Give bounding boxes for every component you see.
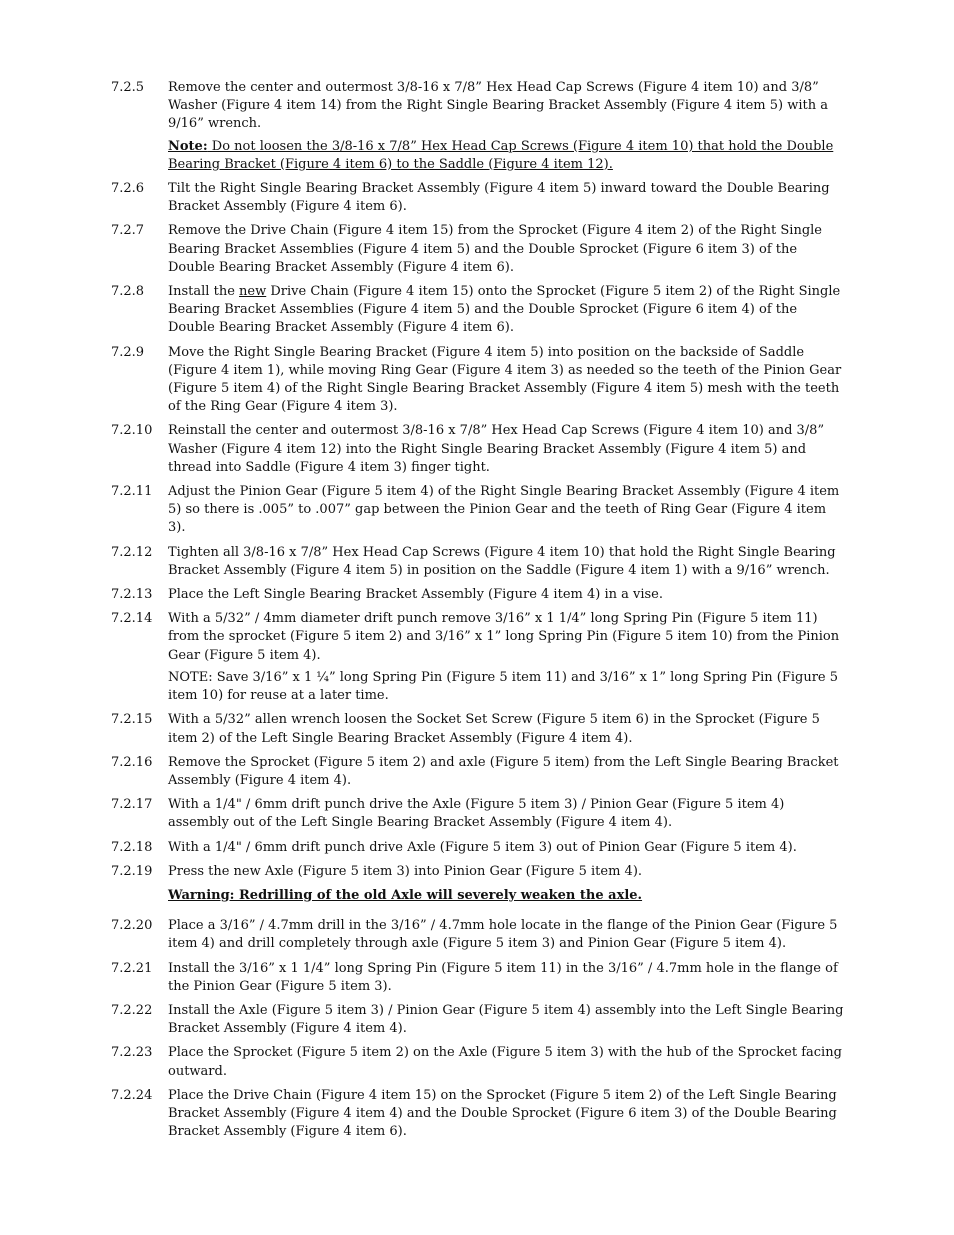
step-number: 7.2.24 <box>111 1087 153 1103</box>
step-number: 7.2.20 <box>111 918 153 934</box>
step-number: 7.2.11 <box>111 484 153 500</box>
step-7-2-14 <box>111 610 846 705</box>
step-number: 7.2.15 <box>111 712 153 728</box>
step-text <box>168 283 846 338</box>
step-text: Place the Sprocket (Figure 5 item 2) on the Axle (Figure 5 item 3) with the hub of the Sprocket facing outward. <box>168 1045 842 1079</box>
step-7-2-9 <box>111 344 846 417</box>
step-7-2-13 <box>111 586 846 604</box>
step-7-2-17 <box>111 796 846 832</box>
step-number: 7.2.7 <box>111 223 145 239</box>
note-label: Note: <box>168 138 208 154</box>
step-text: Press the new Axle (Figure 5 item 3) into Pinion Gear (Figure 5 item 4). <box>168 863 643 879</box>
step-number: 7.2.9 <box>111 344 145 360</box>
step-text: Tighten all 3/8-16 x 7/8” Hex Head Cap Screws (Figure 4 item 10) that hold the Right Single Bearing Bracket Assembly (Figure 4 item 5) in position on the Saddle (Figure 4 item 1) with a 9/16” wrench. <box>168 544 836 578</box>
step-number: 7.2.23 <box>111 1045 153 1061</box>
procedure-steps <box>111 79 846 1147</box>
step-text: Reinstall the center and outermost 3/8-16 x 7/8” Hex Head Cap Screws (Figure 4 item 10) and 3/8” Washer (Figure 4 item 12) into the Right Single Bearing Bracket Assembly (Figure 4 item 5) and thread into Saddle (Figure 4 item 3) finger tight. <box>168 423 825 475</box>
step-text: Place the Left Single Bearing Bracket Assembly (Figure 4 item 4) in a vise. <box>168 587 663 603</box>
step-text: Move the Right Single Bearing Bracket (Figure 4 item 5) into position on the backside of Saddle (Figure 4 item 1), while moving Ring Gear (Figure 4 item 3) as needed so the teeth of the Pinion Gear (Figure 5 item 4) of the Right Single Bearing Bracket Assembly (Figure 4 item 5) mesh with the teeth of the Ring Gear (Figure 4 item 3). <box>168 344 842 415</box>
step-number: 7.2.8 <box>111 284 145 300</box>
note-text: Do not loosen the 3/8-16 x 7/8” Hex Head Cap Screws (Figure 4 item 10) that hold the Double Bearing Bracket (Figure 4 item 6) to the Saddle (Figure 4 item 12). <box>168 138 834 172</box>
step-text-post: Drive Chain (Figure 4 item 15) onto the Sprocket (Figure 5 item 2) of the Right Single Bearing Bracket Assemblies (Figure 4 item 5) and the Double Sprocket (Figure 6 item 4) of the Double Bearing Bracket Assembly (Figure 4 item 6). <box>168 284 841 336</box>
step-text: Tilt the Right Single Bearing Bracket Assembly (Figure 4 item 5) inward toward the Double Bearing Bracket Assembly (Figure 4 item 6). <box>168 181 830 215</box>
step-text: Place a 3/16” / 4.7mm drill in the 3/16” / 4.7mm hole locate in the flange of the Pinion Gear (Figure 5 item 4) and drill completely through axle (Figure 5 item 3) and Pinion Gear (Figure 5 item 4). <box>168 918 838 952</box>
step-number: 7.2.19 <box>111 863 153 879</box>
warning-text: Warning: Redrilling of the old Axle will severely weaken the axle. <box>168 887 643 903</box>
step-7-2-24 <box>111 1087 846 1142</box>
step-7-2-11 <box>111 483 846 538</box>
step-7-2-6 <box>111 180 846 216</box>
step-text: With a 1/4" / 6mm drift punch drive Axle (Figure 5 item 3) out of Pinion Gear (Figure 5 item 4). <box>168 839 797 855</box>
step-7-2-16 <box>111 754 846 790</box>
step-text: With a 5/32” allen wrench loosen the Socket Set Screw (Figure 5 item 6) in the Sprocket (Figure 5 item 2) of the Left Single Bearing Bracket Assembly (Figure 4 item 4). <box>168 712 820 746</box>
step-7-2-20 <box>111 917 846 953</box>
step-number: 7.2.13 <box>111 587 153 603</box>
step-text: With a 5/32” / 4mm diameter drift punch remove 3/16” x 1 1/4” long Spring Pin (Figure 5 item 11) from the sprocket (Figure 5 item 2) and 3/16” x 1” long Spring Pin (Figure 5 item 10) from the Pinion Gear (Figure 5 item 4). <box>168 611 840 663</box>
step-number: 7.2.5 <box>111 80 145 95</box>
step-text-pre: Install the <box>168 284 240 300</box>
step-number: 7.2.12 <box>111 544 153 560</box>
step-text: Install the 3/16” x 1 1/4” long Spring Pin (Figure 5 item 11) in the 3/16” / 4.7mm hole in the flange of the Pinion Gear (Figure 5 item 3). <box>168 960 838 994</box>
step-text: Install the Axle (Figure 5 item 3) / Pinion Gear (Figure 5 item 4) assembly into the Left Single Bearing Bracket Assembly (Figure 4 item 4). <box>168 1002 844 1037</box>
step-number: 7.2.14 <box>111 611 153 627</box>
step-note <box>168 138 846 174</box>
step-number: 7.2.6 <box>111 181 145 197</box>
step-text-emphasis: new <box>239 284 267 300</box>
step-text: With a 1/4" / 6mm drift punch drive the Axle (Figure 5 item 3) / Pinion Gear (Figure 5 item 4) assembly out of the Left Single Bearing Bracket Assembly (Figure 4 item 4). <box>168 797 785 831</box>
step-text: Place the Drive Chain (Figure 4 item 15) on the Sprocket (Figure 5 item 2) of the Left Single Bearing Bracket Assembly (Figure 4 item 4) and the Double Sprocket (Figure 6 item 3) of the Double Bearing Bracket Assembly (Figure 4 item 6). <box>168 1087 837 1140</box>
step-7-2-8 <box>111 283 846 338</box>
step-number: 7.2.17 <box>111 797 153 813</box>
step-number: 7.2.21 <box>111 960 153 976</box>
step-number: 7.2.22 <box>111 1002 153 1018</box>
step-7-2-19 <box>111 863 846 881</box>
step-number: 7.2.10 <box>111 423 153 439</box>
step-7-2-5 <box>111 79 846 174</box>
step-7-2-22 <box>111 1002 846 1038</box>
step-text: Remove the Drive Chain (Figure 4 item 15) from the Sprocket (Figure 4 item 2) of the Right Single Bearing Bracket Assemblies (Figure 4 item 5) and the Double Sprocket (Figure 6 item 3) of the Double Bearing Bracket Assembly (Figure 4 item 6). <box>168 223 822 275</box>
step-text: Remove the center and outermost 3/8-16 x 7/8” Hex Head Cap Screws (Figure 4 item 10) and 3/8” Washer (Figure 4 item 14) from the Right Single Bearing Bracket Assembly (Figure 4 item 5) with a 9/16” wrench. <box>168 80 828 132</box>
step-7-2-12 <box>111 544 846 580</box>
step-7-2-18 <box>111 839 846 857</box>
step-text: Adjust the Pinion Gear (Figure 5 item 4) of the Right Single Bearing Bracket Assembly (Figure 4 item 5) so there is .005” to .007” gap between the Pinion Gear and the teeth of Ring Gear (Figure 4 item 3). <box>168 484 840 536</box>
step-number: 7.2.16 <box>111 754 153 770</box>
step-7-2-7 <box>111 222 846 277</box>
step-note: NOTE: Save 3/16” x 1 ¼” long Spring Pin (Figure 5 item 11) and 3/16” x 1” long Spring Pin (Figure 5 item 10) for reuse at a later time. <box>168 669 839 704</box>
step-7-2-23 <box>111 1044 846 1080</box>
step-number: 7.2.18 <box>111 839 153 855</box>
step-7-2-15 <box>111 711 846 747</box>
step-7-2-10 <box>111 422 846 477</box>
step-7-2-21 <box>111 960 846 996</box>
step-text: Remove the Sprocket (Figure 5 item 2) and axle (Figure 5 item) from the Left Single Bearing Bracket Assembly (Figure 4 item 4). <box>168 754 839 788</box>
